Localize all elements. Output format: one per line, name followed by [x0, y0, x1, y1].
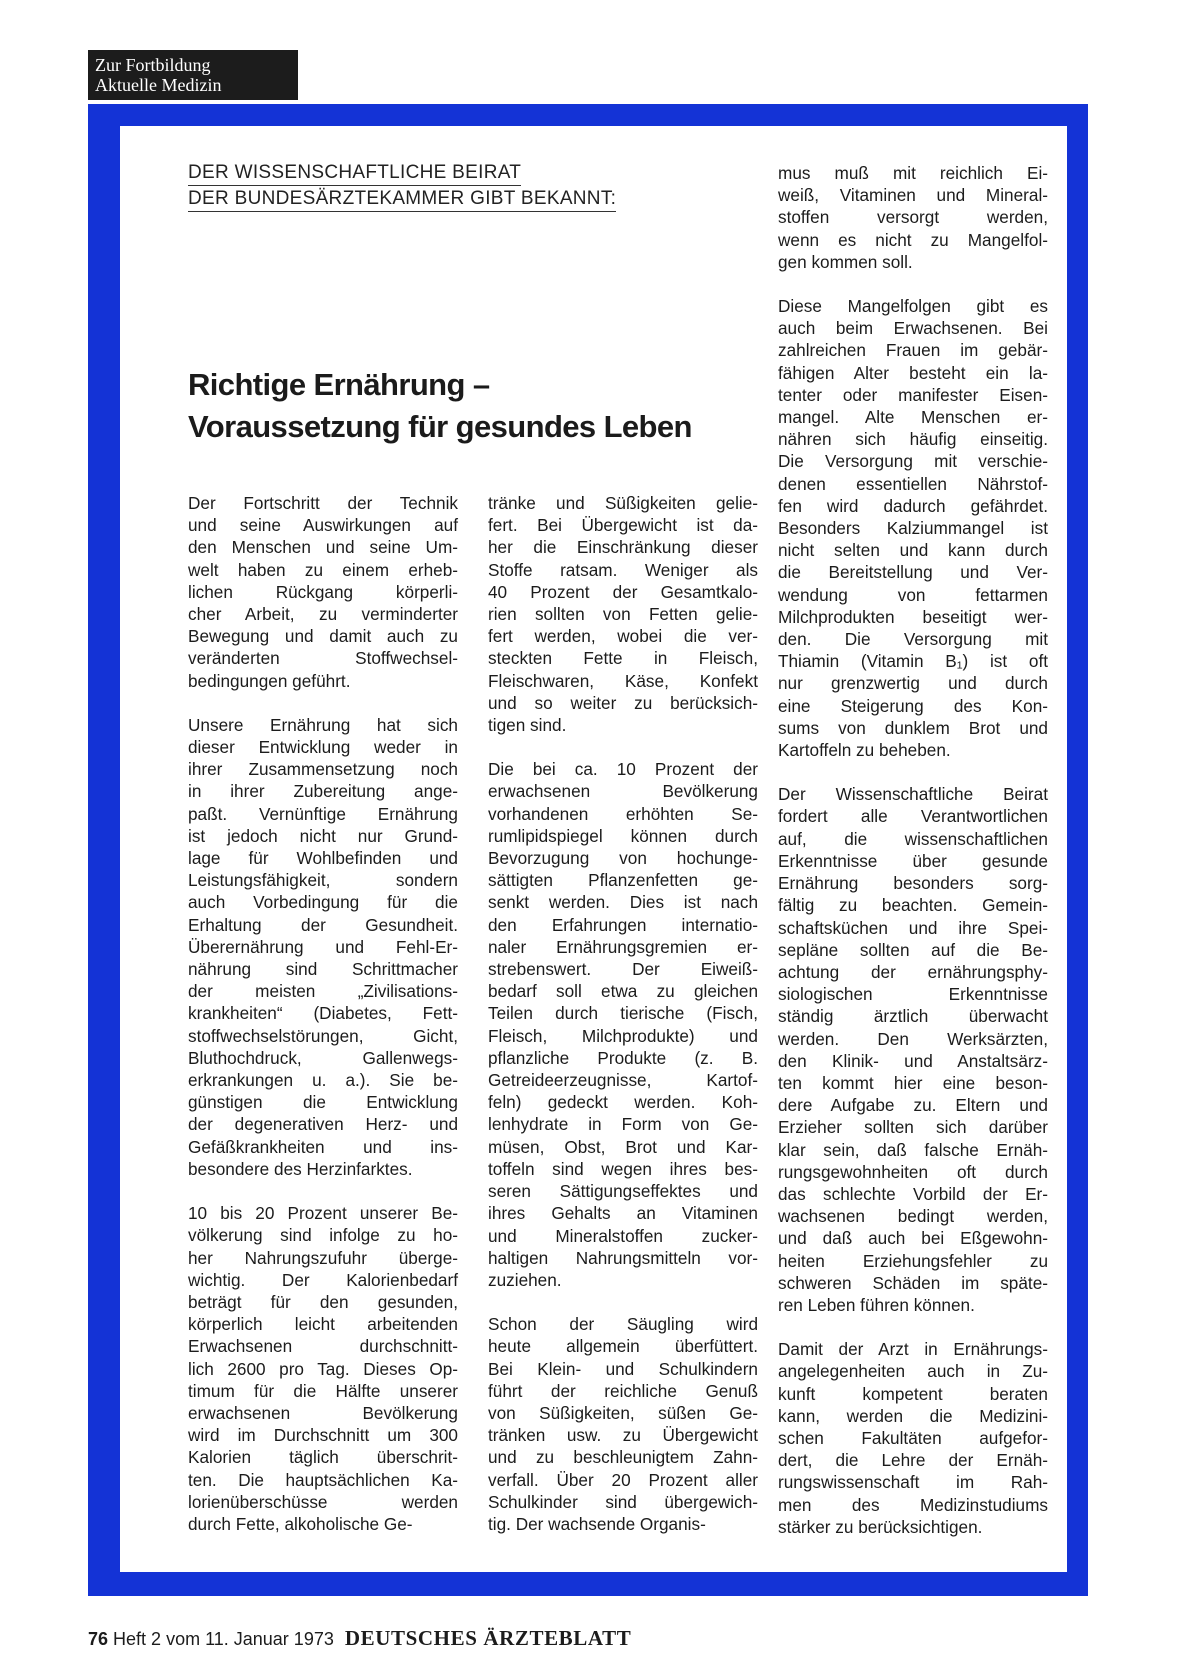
- text-line: Erzieher sollten sich darüber: [778, 1117, 1048, 1138]
- text-line: achtung der ernährungsphy-: [778, 961, 1048, 982]
- text-line: schaftsküchen und ihre Spei-: [778, 917, 1048, 938]
- text-line: stärker zu berücksichtigen.: [778, 1516, 983, 1537]
- text-line: dieser Entwicklung weder in: [188, 737, 458, 758]
- text-line: auch beim Erwachsenen. Bei: [778, 318, 1048, 339]
- text-line: körperlich leicht arbeitenden: [188, 1314, 458, 1335]
- text-line: schen Fakultäten aufgefor-: [778, 1427, 1048, 1448]
- text-line: eine Steigerung des Kon-: [778, 695, 1048, 716]
- text-line: denen essentiellen Nährstof-: [778, 473, 1048, 494]
- announcement-line: DER BUNDESÄRZTEKAMMER GIBT BEKANNT:: [188, 186, 616, 212]
- text-line: erkrankungen u. a.). Sie be-: [188, 1070, 458, 1091]
- text-line: erwachsenen Bevölkerung: [188, 1402, 458, 1423]
- text-line: Besonders Kalziummangel ist: [778, 518, 1048, 539]
- text-line: ihrer Zusammensetzung noch: [188, 759, 458, 780]
- text-line: nähren sich häufig einseitig.: [778, 429, 1048, 450]
- text-line: welt haben zu einem erheb-: [188, 559, 458, 580]
- text-line: Teilen durch tierische (Fisch,: [488, 1003, 758, 1024]
- headline-line: Richtige Ernährung –: [188, 367, 490, 402]
- text-line: men des Medizinstudiums: [778, 1494, 1048, 1515]
- text-line: haltigen Nahrungsmitteln vor-: [488, 1247, 758, 1268]
- paragraph: [778, 295, 1048, 761]
- text-line: Stoffe ratsam. Weniger als: [488, 559, 758, 580]
- text-line: tigen sind.: [488, 715, 567, 736]
- text-line: tränke und Süßigkeiten gelie-: [488, 493, 758, 513]
- text-line: wird im Durchschnitt um 300: [188, 1425, 458, 1446]
- text-line: fähigen Alter besteht ein la-: [778, 362, 1048, 383]
- text-line: klar sein, daß falsche Ernäh-: [778, 1139, 1048, 1160]
- text-line: auch Vorbedingung für die: [188, 892, 458, 913]
- text-line: 10 bis 20 Prozent unserer Be-: [188, 1203, 458, 1224]
- text-line: durch Fette, alkoholische Ge-: [188, 1513, 413, 1534]
- text-line: fältig zu beachten. Gemein-: [778, 895, 1048, 916]
- announcement-heading: [188, 160, 670, 212]
- text-line: und so weiter zu berücksich-: [488, 692, 758, 713]
- text-line: Bluthochdruck, Gallenwegs-: [188, 1047, 458, 1068]
- text-line: fordert alle Verantwortlichen: [778, 806, 1048, 827]
- text-line: Getreideerzeugnisse, Kartof-: [488, 1070, 758, 1091]
- text-line: ten. Die hauptsächlichen Ka-: [188, 1469, 458, 1490]
- text-line: senkt werden. Dies ist nach: [488, 892, 758, 913]
- text-line: rungsgewohnheiten oft durch: [778, 1161, 1048, 1182]
- text-line: sepläne sollten auf die Be-: [778, 939, 1048, 960]
- page-footer: [88, 1626, 631, 1656]
- text-line: Erkenntnisse über gesunde: [778, 850, 1048, 871]
- text-line: fert werden, wobei die ver-: [488, 626, 758, 647]
- text-line: dere Aufgabe zu. Eltern und: [778, 1095, 1048, 1116]
- text-line: von Süßigkeiten, süßen Ge-: [488, 1402, 758, 1423]
- text-line: krankheiten“ (Diabetes, Fett-: [188, 1003, 458, 1024]
- text-line: die Bereitstellung und Ver-: [778, 562, 1048, 583]
- paragraph: [778, 783, 1048, 1316]
- text-line: günstigen die Entwicklung: [188, 1092, 458, 1113]
- text-line: nur grenzwertig und durch: [778, 673, 1048, 694]
- text-line: Der Wissenschaftliche Beirat: [778, 784, 1048, 805]
- text-line: sums von dunklem Brot und: [778, 717, 1048, 738]
- text-line: steckten Fette in Fleisch,: [488, 648, 758, 669]
- paragraph: [488, 1313, 758, 1535]
- text-line: kann, werden die Medizini-: [778, 1405, 1048, 1426]
- text-line: und seine Auswirkungen auf: [188, 515, 458, 536]
- text-line: mangel. Alte Menschen er-: [778, 407, 1048, 428]
- text-line: rien sollten von Fetten gelie-: [488, 604, 758, 625]
- text-line: her Nahrungszufuhr überge-: [188, 1247, 458, 1268]
- text-line: beträgt für den gesunden,: [188, 1291, 458, 1312]
- text-line: Ernährung besonders sorg-: [778, 873, 1048, 894]
- text-line: Bei Klein- und Schulkindern: [488, 1358, 758, 1379]
- text-line: wachsenen bedingt werden,: [778, 1206, 1048, 1227]
- text-line: heiten Erziehungsfehler zu: [778, 1250, 1048, 1271]
- text-line: pflanzliche Produkte (z. B.: [488, 1047, 758, 1068]
- text-line: angelegenheiten auch in Zu-: [778, 1361, 1048, 1382]
- text-line: fert. Bei Übergewicht ist da-: [488, 515, 758, 536]
- text-line: Bevorzugung von hochunge-: [488, 848, 758, 869]
- text-line: zuziehen.: [488, 1269, 562, 1290]
- text-line: Schon der Säugling wird: [488, 1314, 758, 1335]
- announcement-line: DER WISSENSCHAFTLICHE BEIRAT: [188, 160, 521, 186]
- text-line: ist jedoch nicht nur Grund-: [188, 825, 458, 846]
- text-line: werden. Den Werksärzten,: [778, 1028, 1048, 1049]
- paragraph: [488, 492, 758, 736]
- paragraph: [188, 1202, 458, 1535]
- text-line: Milchprodukten beseitigt wer-: [778, 606, 1048, 627]
- text-line: und Mineralstoffen zucker-: [488, 1225, 758, 1246]
- text-line: Der Fortschritt der Technik: [188, 493, 458, 513]
- text-line: der degenerativen Herz- und: [188, 1114, 458, 1135]
- text-line: Kalorien täglich überschrit-: [188, 1447, 458, 1468]
- text-line: und zu beschleunigtem Zahn-: [488, 1447, 758, 1468]
- text-line: rungswissenschaft im Rah-: [778, 1472, 1048, 1493]
- text-line: ihres Gehalts an Vitaminen: [488, 1203, 758, 1224]
- text-line: ten kommt hier eine beson-: [778, 1072, 1048, 1093]
- text-line: Unsere Ernährung hat sich: [188, 714, 458, 735]
- text-line: tenter oder manifester Eisen-: [778, 384, 1048, 405]
- text-line: naler Ernährungsgremien er-: [488, 936, 758, 957]
- text-line: bedingungen geführt.: [188, 670, 351, 691]
- text-line: sättigten Pflanzenfetten ge-: [488, 870, 758, 891]
- text-column-1: [188, 492, 458, 1557]
- journal-title: DEUTSCHES ÄRZTEBLATT: [344, 1626, 632, 1650]
- paragraph: [188, 492, 458, 692]
- text-line: Die Versorgung mit verschie-: [778, 451, 1048, 472]
- text-line: wendung von fettarmen: [778, 584, 1048, 605]
- issue-info: Heft 2 vom 11. Januar 1973: [113, 1629, 334, 1649]
- paragraph: [488, 758, 758, 1291]
- text-line: Damit der Arzt in Ernährungs-: [778, 1339, 1048, 1360]
- text-line: Erhaltung der Gesundheit.: [188, 914, 458, 935]
- text-line: rumlipidspiegel können durch: [488, 825, 758, 846]
- text-line: lich 2600 pro Tag. Dieses Op-: [188, 1358, 458, 1379]
- text-line: toffeln sind wegen ihres bes-: [488, 1158, 758, 1179]
- text-line: timum für die Hälfte unserer: [188, 1380, 458, 1401]
- paragraph: [778, 162, 1048, 273]
- text-line: auf, die wissenschaftlichen: [778, 828, 1048, 849]
- text-line: wichtig. Der Kalorienbedarf: [188, 1269, 458, 1290]
- text-line: Fleisch, Milchprodukte) und: [488, 1025, 758, 1046]
- text-line: vorhandenen erhöhten Se-: [488, 803, 758, 824]
- text-line: Leistungsfähigkeit, sondern: [188, 870, 458, 891]
- text-line: bedarf soll etwa zu gleichen: [488, 981, 758, 1002]
- text-line: erwachsenen Bevölkerung: [488, 781, 758, 802]
- text-line: Überernährung und Fehl-Er-: [188, 936, 458, 957]
- text-line: veränderten Stoffwechsel-: [188, 648, 458, 669]
- text-line: Diese Mangelfolgen gibt es: [778, 296, 1048, 317]
- text-line: strebenswert. Der Eiweiß-: [488, 959, 758, 980]
- text-line: den. Die Versorgung mit: [778, 629, 1048, 650]
- text-line: das schlechte Vorbild der Er-: [778, 1183, 1048, 1204]
- text-line: den Klinik- und Anstaltsärz-: [778, 1050, 1048, 1071]
- text-line: in ihrer Zubereitung ange-: [188, 781, 458, 802]
- section-label-line: Aktuelle Medizin: [95, 75, 222, 95]
- text-line: kunft kompetent beraten: [778, 1383, 1048, 1404]
- text-line: zahlreichen Frauen im gebär-: [778, 340, 1048, 361]
- text-line: gen kommen soll.: [778, 251, 913, 272]
- text-line: tig. Der wachsende Organis-: [488, 1513, 706, 1534]
- paragraph: [188, 714, 458, 1180]
- text-line: völkerung sind infolge zu ho-: [188, 1225, 458, 1246]
- text-line: schweren Schäden im späte-: [778, 1272, 1048, 1293]
- text-line: her die Einschränkung dieser: [488, 537, 758, 558]
- text-line: nicht selten und kann durch: [778, 540, 1048, 561]
- article-headline: [188, 364, 768, 448]
- article-page: [120, 126, 1067, 1572]
- text-column-3: [778, 162, 1048, 1560]
- text-column-2: [488, 492, 758, 1557]
- text-line: lenhydrate in Form von Ge-: [488, 1114, 758, 1135]
- text-line: Kartoffeln zu beheben.: [778, 740, 951, 761]
- text-line: heute allgemein überfüttert.: [488, 1336, 758, 1357]
- text-line: mus muß mit reichlich Ei-: [778, 163, 1048, 183]
- text-line: müsen, Obst, Brot und Kar-: [488, 1136, 758, 1157]
- text-line: Bewegung und damit auch zu: [188, 626, 458, 647]
- headline-line: Voraussetzung für gesundes Leben: [188, 409, 692, 444]
- text-line: Fleischwaren, Käse, Konfekt: [488, 670, 758, 691]
- text-line: Erwachsenen durchschnitt-: [188, 1336, 458, 1357]
- text-line: besondere des Herzinfarktes.: [188, 1158, 413, 1179]
- text-line: den Erfahrungen internatio-: [488, 914, 758, 935]
- section-label-line: Zur Fortbildung: [95, 55, 211, 75]
- text-line: den Menschen und seine Um-: [188, 537, 458, 558]
- text-line: stoffwechselstörungen, Gicht,: [188, 1025, 458, 1046]
- text-line: stoffen versorgt werden,: [778, 207, 1048, 228]
- text-line: dert, die Lehre der Ernäh-: [778, 1450, 1048, 1471]
- text-line: seren Sättigungseffektes und: [488, 1181, 758, 1202]
- blue-frame: [88, 104, 1088, 1596]
- text-line: Gefäßkrankheiten und ins-: [188, 1136, 458, 1157]
- text-line: lage für Wohlbefinden und: [188, 848, 458, 869]
- text-line: Schulkinder sind übergewich-: [488, 1491, 758, 1512]
- page-number: 76: [88, 1629, 109, 1649]
- text-line: der meisten „Zivilisations-: [188, 981, 458, 1002]
- text-line: siologischen Erkenntnisse: [778, 984, 1048, 1005]
- text-line: und daß auch bei Eßgewohn-: [778, 1228, 1048, 1249]
- paragraph: [778, 1338, 1048, 1538]
- text-line: lorienüberschüsse werden: [188, 1491, 458, 1512]
- text-line: fen wird dadurch gefährdet.: [778, 495, 1048, 516]
- text-line: Die bei ca. 10 Prozent der: [488, 759, 758, 780]
- text-line: wenn es nicht zu Mangelfol-: [778, 229, 1048, 250]
- text-line: lichen Rückgang körperli-: [188, 581, 458, 602]
- text-line: ständig ärztlich überwacht: [778, 1006, 1048, 1027]
- text-line: 40 Prozent der Gesamtkalo-: [488, 581, 758, 602]
- text-line: verfall. Über 20 Prozent aller: [488, 1469, 758, 1490]
- text-line: tränken usw. zu Übergewicht: [488, 1425, 758, 1446]
- text-line: cher Arbeit, zu verminderter: [188, 604, 458, 625]
- section-label: [88, 50, 298, 100]
- text-line: feln) gedeckt werden. Koh-: [488, 1092, 758, 1113]
- text-line: ren Leben führen können.: [778, 1294, 975, 1315]
- text-line: Thiamin (Vitamin B₁) ist oft: [778, 651, 1048, 672]
- text-line: nährung sind Schrittmacher: [188, 959, 458, 980]
- text-line: führt der reichliche Genuß: [488, 1380, 758, 1401]
- text-line: weiß, Vitaminen und Mineral-: [778, 185, 1048, 206]
- text-line: paßt. Vernünftige Ernährung: [188, 803, 458, 824]
